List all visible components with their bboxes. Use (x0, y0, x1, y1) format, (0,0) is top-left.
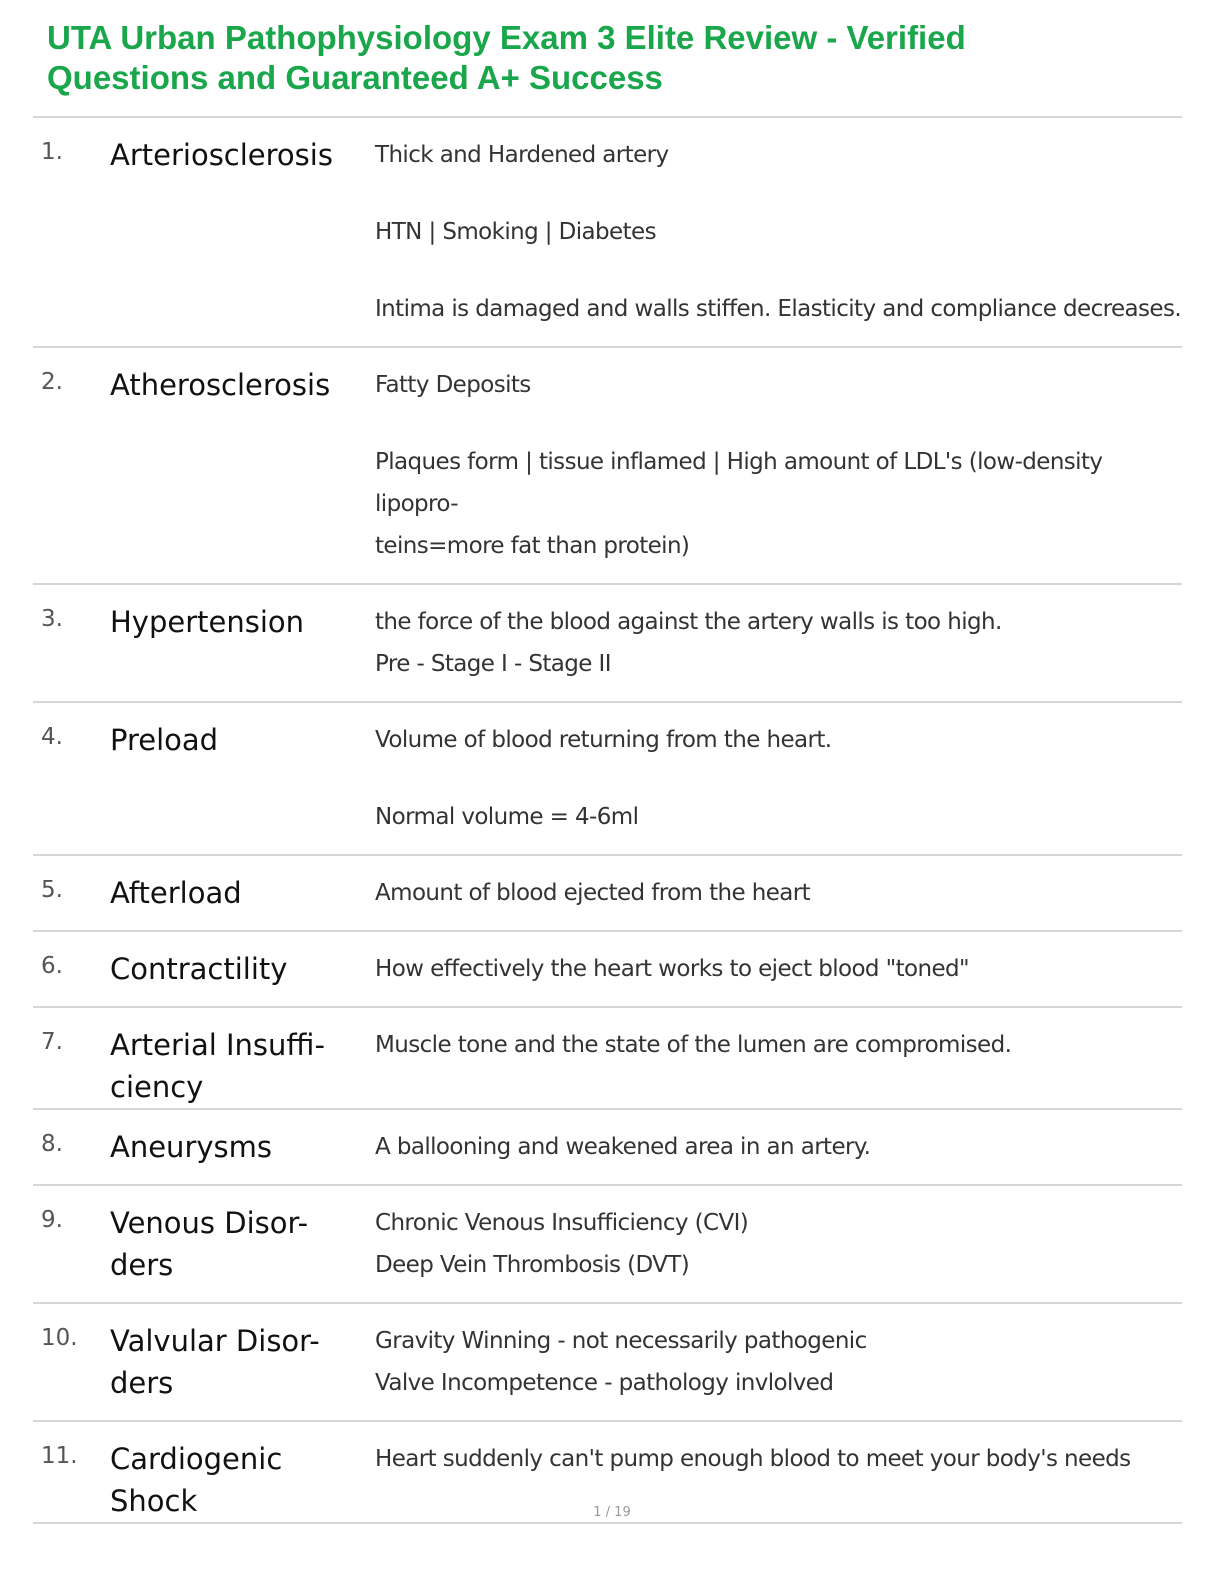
card-definition-line: Intima is damaged and walls stiffen. Elasticity and compliance decreases. (375, 296, 1182, 322)
flashcard-row (33, 1110, 1182, 1186)
card-definition (375, 118, 1182, 346)
card-term-line: Shock (110, 1484, 198, 1518)
card-term-line: Cardiogenic (110, 1442, 283, 1476)
flashcard-row (33, 348, 1182, 585)
flashcard-row (33, 1008, 1182, 1110)
card-number: 1. (41, 139, 63, 165)
card-definition-line: Deep Vein Thrombosis (DVT) (375, 1252, 690, 1278)
card-definition-line: Thick and Hardened artery (375, 142, 669, 168)
card-definition (375, 1110, 1182, 1184)
card-definition-line: Pre - Stage I - Stage II (375, 651, 611, 677)
card-definition-line: How effectively the heart works to eject blood "toned" (375, 956, 970, 982)
card-term-line: Atherosclerosis (110, 368, 331, 402)
card-term (110, 856, 375, 930)
title-line-1: UTA Urban Pathophysiology Exam 3 Elite Review - Verified (47, 19, 966, 56)
flashcard-row (33, 1304, 1182, 1422)
title-line-2: Questions and Guaranteed A+ Success (47, 59, 663, 96)
card-number: 10. (41, 1325, 78, 1351)
card-term (110, 1186, 375, 1302)
card-definition-line: Volume of blood returning from the heart. (375, 727, 832, 753)
card-definition (375, 856, 1182, 930)
card-number: 9. (41, 1207, 63, 1233)
card-definition (375, 1304, 1182, 1420)
card-number: 3. (41, 606, 63, 632)
paragraph-gap (375, 253, 1182, 288)
card-number: 6. (41, 953, 63, 979)
card-definition (375, 585, 1182, 701)
flashcard-row (33, 118, 1182, 348)
card-definition (375, 348, 1182, 583)
flashcard-row (33, 856, 1182, 932)
card-definition (375, 1008, 1182, 1108)
card-number: 11. (41, 1443, 78, 1469)
card-number: 7. (41, 1029, 63, 1055)
card-definition-line: Fatty Deposits (375, 372, 531, 398)
card-term (110, 348, 375, 583)
page-indicator: 1 / 19 (593, 1505, 631, 1520)
card-definition-line: Gravity Winning - not necessarily pathogenic (375, 1328, 867, 1354)
card-term (110, 1304, 375, 1420)
paragraph-gap (375, 176, 1182, 211)
card-term-line: Valvular Disor- (110, 1324, 320, 1358)
card-term-line: Arterial Insuffi- (110, 1028, 325, 1062)
flashcard-row (33, 932, 1182, 1008)
card-number: 8. (41, 1131, 63, 1157)
card-term-line: Arteriosclerosis (110, 138, 333, 172)
card-term-line: ders (110, 1366, 174, 1400)
document-title (47, 18, 1167, 98)
card-term-line: ciency (110, 1070, 204, 1104)
card-term (110, 1110, 375, 1184)
card-term (110, 585, 375, 701)
card-definition-line: teins=more fat than protein) (375, 533, 690, 559)
card-definition-line: Plaques form | tissue inflamed | High amount of LDL's (low-density lipopro- (375, 449, 1103, 517)
card-definition-line: Chronic Venous Insufficiency (CVI) (375, 1210, 749, 1236)
flashcard-row (33, 585, 1182, 703)
flashcard-row (33, 1186, 1182, 1304)
card-number: 2. (41, 369, 63, 395)
card-definition (375, 1186, 1182, 1302)
card-term (110, 118, 375, 346)
flashcard-row (33, 703, 1182, 856)
card-term (110, 932, 375, 1006)
card-definition-line: Normal volume = 4-6ml (375, 804, 639, 830)
card-number: 4. (41, 724, 63, 750)
card-term-line: Hypertension (110, 605, 305, 639)
card-definition-line: Heart suddenly can't pump enough blood to meet your body's needs (375, 1446, 1131, 1472)
paragraph-gap (375, 406, 1182, 441)
card-term-line: Preload (110, 723, 219, 757)
card-definition-line: HTN | Smoking | Diabetes (375, 219, 656, 245)
paragraph-gap (375, 761, 1182, 796)
card-term-line: Contractility (110, 952, 288, 986)
card-term-line: ders (110, 1248, 174, 1282)
card-term (110, 1008, 375, 1108)
card-definition (375, 932, 1182, 1006)
card-term-line: Aneurysms (110, 1130, 272, 1164)
card-term (110, 703, 375, 854)
card-term-line: Afterload (110, 876, 242, 910)
flashcard-list (33, 116, 1182, 1524)
card-definition-line: Valve Incompetence - pathology invlolved (375, 1370, 834, 1396)
card-term-line: Venous Disor- (110, 1206, 309, 1240)
card-definition (375, 703, 1182, 854)
card-number: 5. (41, 877, 63, 903)
card-definition-line: A ballooning and weakened area in an artery. (375, 1134, 871, 1160)
card-definition-line: Muscle tone and the state of the lumen are compromised. (375, 1032, 1012, 1058)
card-definition-line: the force of the blood against the artery walls is too high. (375, 609, 1002, 635)
card-definition-line: Amount of blood ejected from the heart (375, 880, 811, 906)
